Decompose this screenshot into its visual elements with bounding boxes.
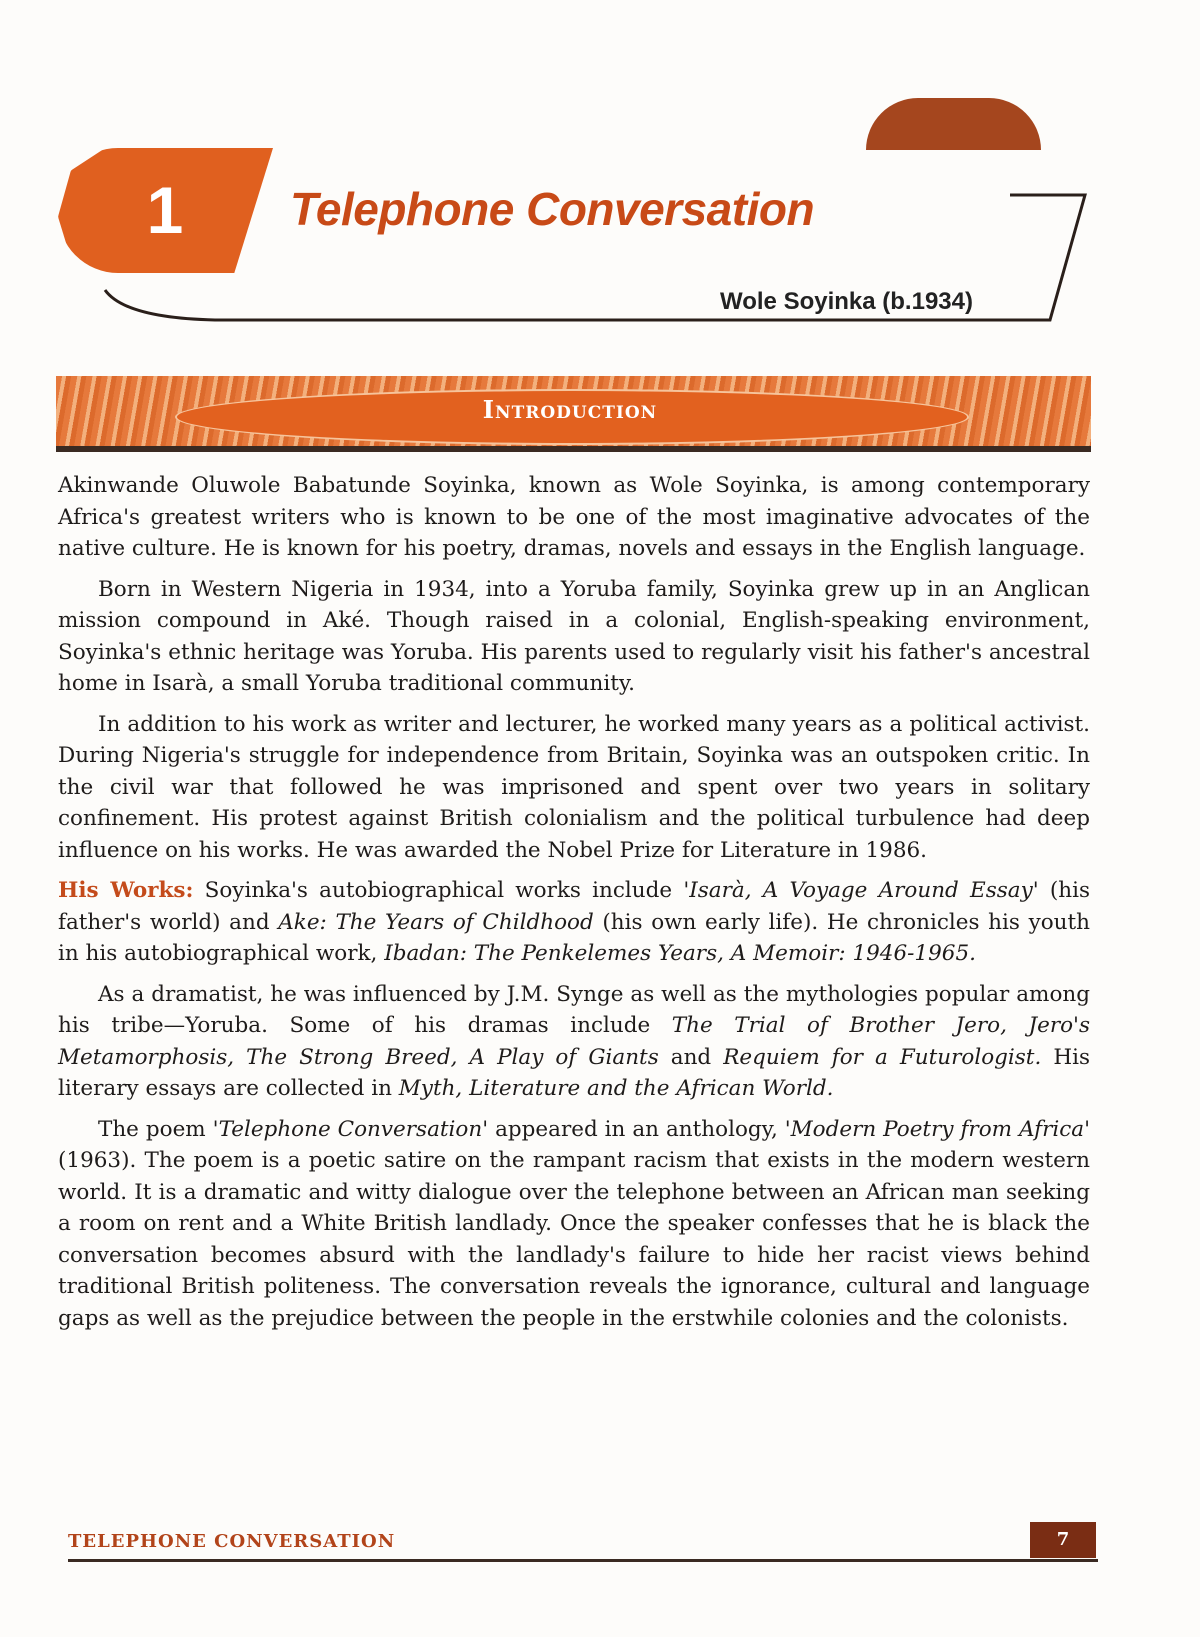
works-label: His Works: [58, 878, 194, 903]
dramatist-text-3: His literary essays are collected in [58, 1044, 1090, 1101]
paragraph-2: Born in Western Nigeria in 1934, into a Yoruba family, Soyinka grew up in an Anglican mission compound in Aké. Though raised in a colonial, English-speaking environment, Soyinka's ethnic heritage was Yoruba. His parents used to regularly visit his father's ancestral home in Isarà, a small Yoruba traditional community. [58, 576, 1090, 696]
paragraph-1: Akinwande Oluwole Babatunde Soyinka, known as Wole Soyinka, is among contemporary Africa's greatest writers who is known to be one of the most imaginative advocates of the native culture. He is known for his poetry, dramas, novels and essays in the English language. [58, 473, 1090, 561]
dramatist-text-2: and [658, 1044, 724, 1070]
dramatist-titles-3: Myth, Literature and the African World. [398, 1076, 834, 1101]
paragraph-3: In addition to his work as writer and lecturer, he worked many years as a political activist. During Nigeria's struggle for independence from Britain, Soyinka was an outspoken critic. In the civil war that followed he was imprisoned and spent over two years in solitary confinement. His protest against British colonialism and the political turbulence had deep influence on his works. He was awarded the Nobel Prize for Literature in 1986. [58, 711, 1090, 863]
works-title-2: Ake: The Years of Childhood [278, 909, 594, 935]
poem-text-1: The poem [98, 1116, 213, 1142]
poem-title: 'Telephone Conversation' [212, 1116, 489, 1142]
works-title-3: Ibadan: The Penkelemes Years, A Memoir: 1946-1965. [384, 941, 976, 966]
anthology-title: 'Modern Poetry from Africa' [784, 1116, 1091, 1142]
poem-text-3: (1963). The poem is a poetic satire on the rampant racism that exists in the modern western world. It is a dramatic and witty dialogue over the telephone between an African man seeking a room on rent and a White British landlady. Once the speaker confesses that he is black the conversation becomes absurd with the landlady's failure to hide her racist views behind traditional British politeness. The conversation reveals the ignorance, cultural and language gaps as well as the prejudice between the people in the erstwhile colonies and the colonists. [58, 1148, 1090, 1331]
dramatist-titles-1: The Trial of Brother Jero, Jero's Metamorphosis, The Strong Breed, A Play of Giants [58, 1013, 1090, 1070]
body-text [58, 470, 1090, 1343]
works-text-3: (his own early life). He chronicles his youth in his autobiographical work, [58, 909, 1090, 966]
paragraph-poem [58, 1114, 1090, 1335]
dramatist-titles-2: Requiem for a Futurologist. [723, 1044, 1042, 1070]
works-text-1: Soyinka's autobiographical works include [193, 878, 684, 903]
paragraph-works [58, 875, 1090, 970]
dramatist-text-1: As a dramatist, he was influenced by J.M. Synge as well as the mythologies popular among his tribe—Yoruba. Some of his dramas include [58, 981, 1090, 1038]
footer-rule [68, 1559, 1098, 1562]
chapter-number: 1 [146, 173, 184, 247]
introduction-heading: Introduction [482, 395, 658, 424]
author-name: Wole Soyinka (b.1934) [720, 288, 973, 315]
paragraph-dramatist [58, 979, 1090, 1105]
works-title-1: 'Isarà, A Voyage Around Essay' [683, 878, 1039, 903]
poem-text-2: appeared in an anthology, [488, 1116, 785, 1142]
footer-running-title: TELEPHONE CONVERSATION [68, 1531, 396, 1552]
chapter-title: Telephone Conversation [290, 183, 815, 235]
page-number: 7 [1030, 1522, 1096, 1558]
works-text-2: (his father's world) and [58, 878, 1091, 935]
